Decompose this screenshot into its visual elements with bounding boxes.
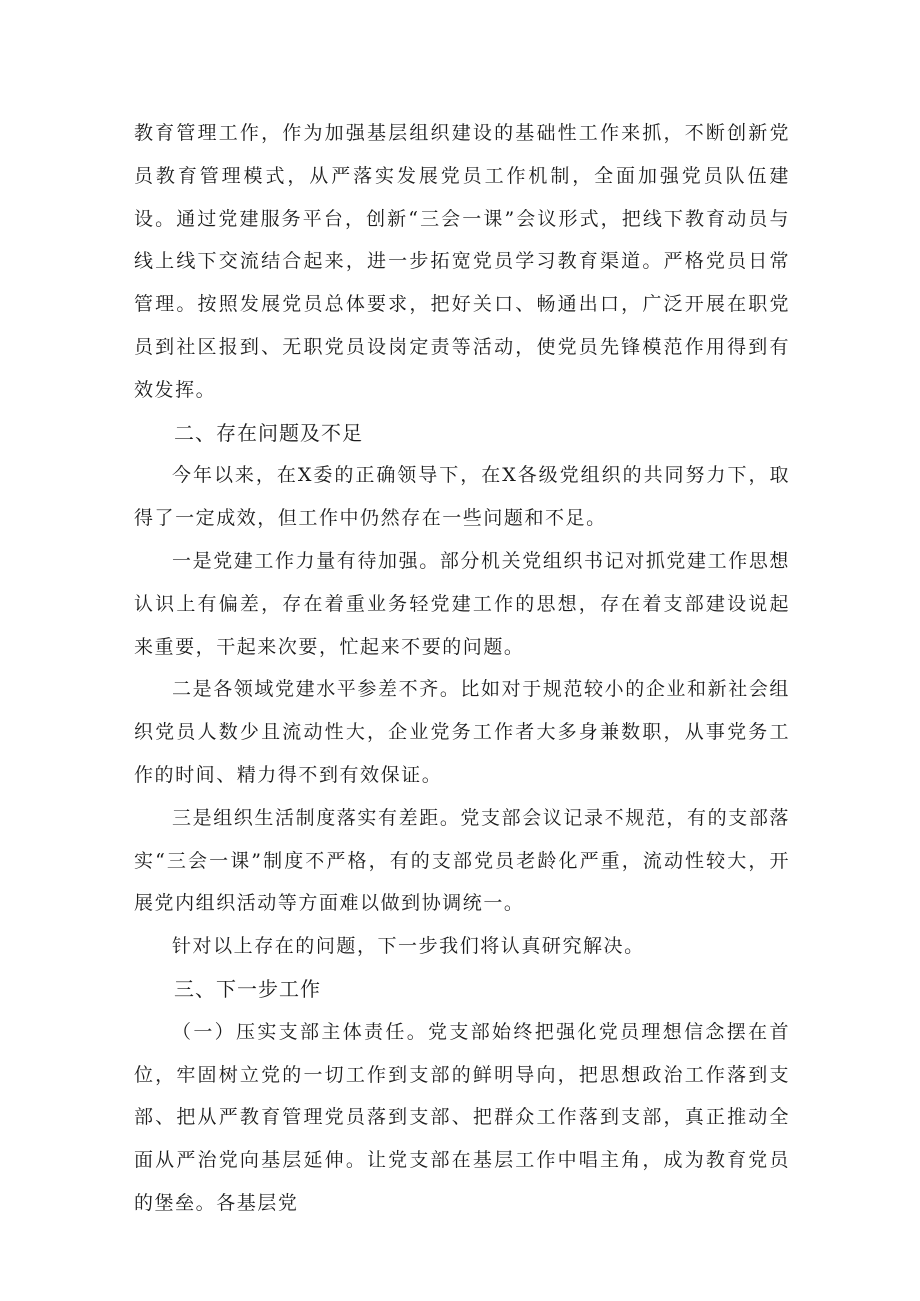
next-step-item-1: （一）压实支部主体责任。党支部始终把强化党员理想信念摆在首位，牢固树立党的一切工作到支部的鲜明导向，把思想政治工作落到支部、把从严教育管理党员落到支部、把群众工作落到支部，真正推动全面从严治党向基层延伸。让党支部在基层工作中唱主角，成为教育党员的堡垒。各基层党 <box>134 1020 790 1214</box>
section-heading-next-steps: 三、下一步工作 <box>174 976 321 1001</box>
problems-intro-paragraph: 今年以来，在X委的正确领导下，在X各级党组织的共同努力下，取得了一定成效，但工作中仍然存在一些问题和不足。 <box>134 464 790 530</box>
problems-conclusion: 针对以上存在的问题，下一步我们将认真研究解决。 <box>172 935 645 958</box>
document-page <box>134 112 790 1225</box>
continuation-paragraph: 教育管理工作，作为加强基层组织建设的基础性工作来抓，不断创新党员教育管理模式，从严落实发展党员工作机制，全面加强党员队伍建设。通过党建服务平台，创新“三会一课”会议形式，把线下教育动员与线上线下交流结合起来，进一步拓宽党员学习教育渠道。严格党员日常管理。按照发展党员总体要求，把好关口、畅通出口，广泛开展在职党员到社区报到、无职党员设岗定责等活动，使党员先锋模范作用得到有效发挥。 <box>134 122 790 401</box>
problem-point-1: 一是党建工作力量有待加强。部分机关党组织书记对抓党建工作思想认识上有偏差，存在着重业务轻党建工作的思想，存在着支部建设说起来重要，干起来次要，忙起来不要的问题。 <box>134 549 790 658</box>
section-heading-problems: 二、存在问题及不足 <box>174 420 363 445</box>
problem-point-2: 二是各领域党建水平参差不齐。比如对于规范较小的企业和新社会组织党员人数少且流动性大，企业党务工作者大多身兼数职，从事党务工作的时间、精力得不到有效保证。 <box>134 678 790 786</box>
problem-point-3: 三是组织生活制度落实有差距。党支部会议记录不规范，有的支部落实“三会一课”制度不严格，有的支部党员老龄化严重，流动性较大，开展党内组织活动等方面难以做到协调统一。 <box>134 806 790 915</box>
